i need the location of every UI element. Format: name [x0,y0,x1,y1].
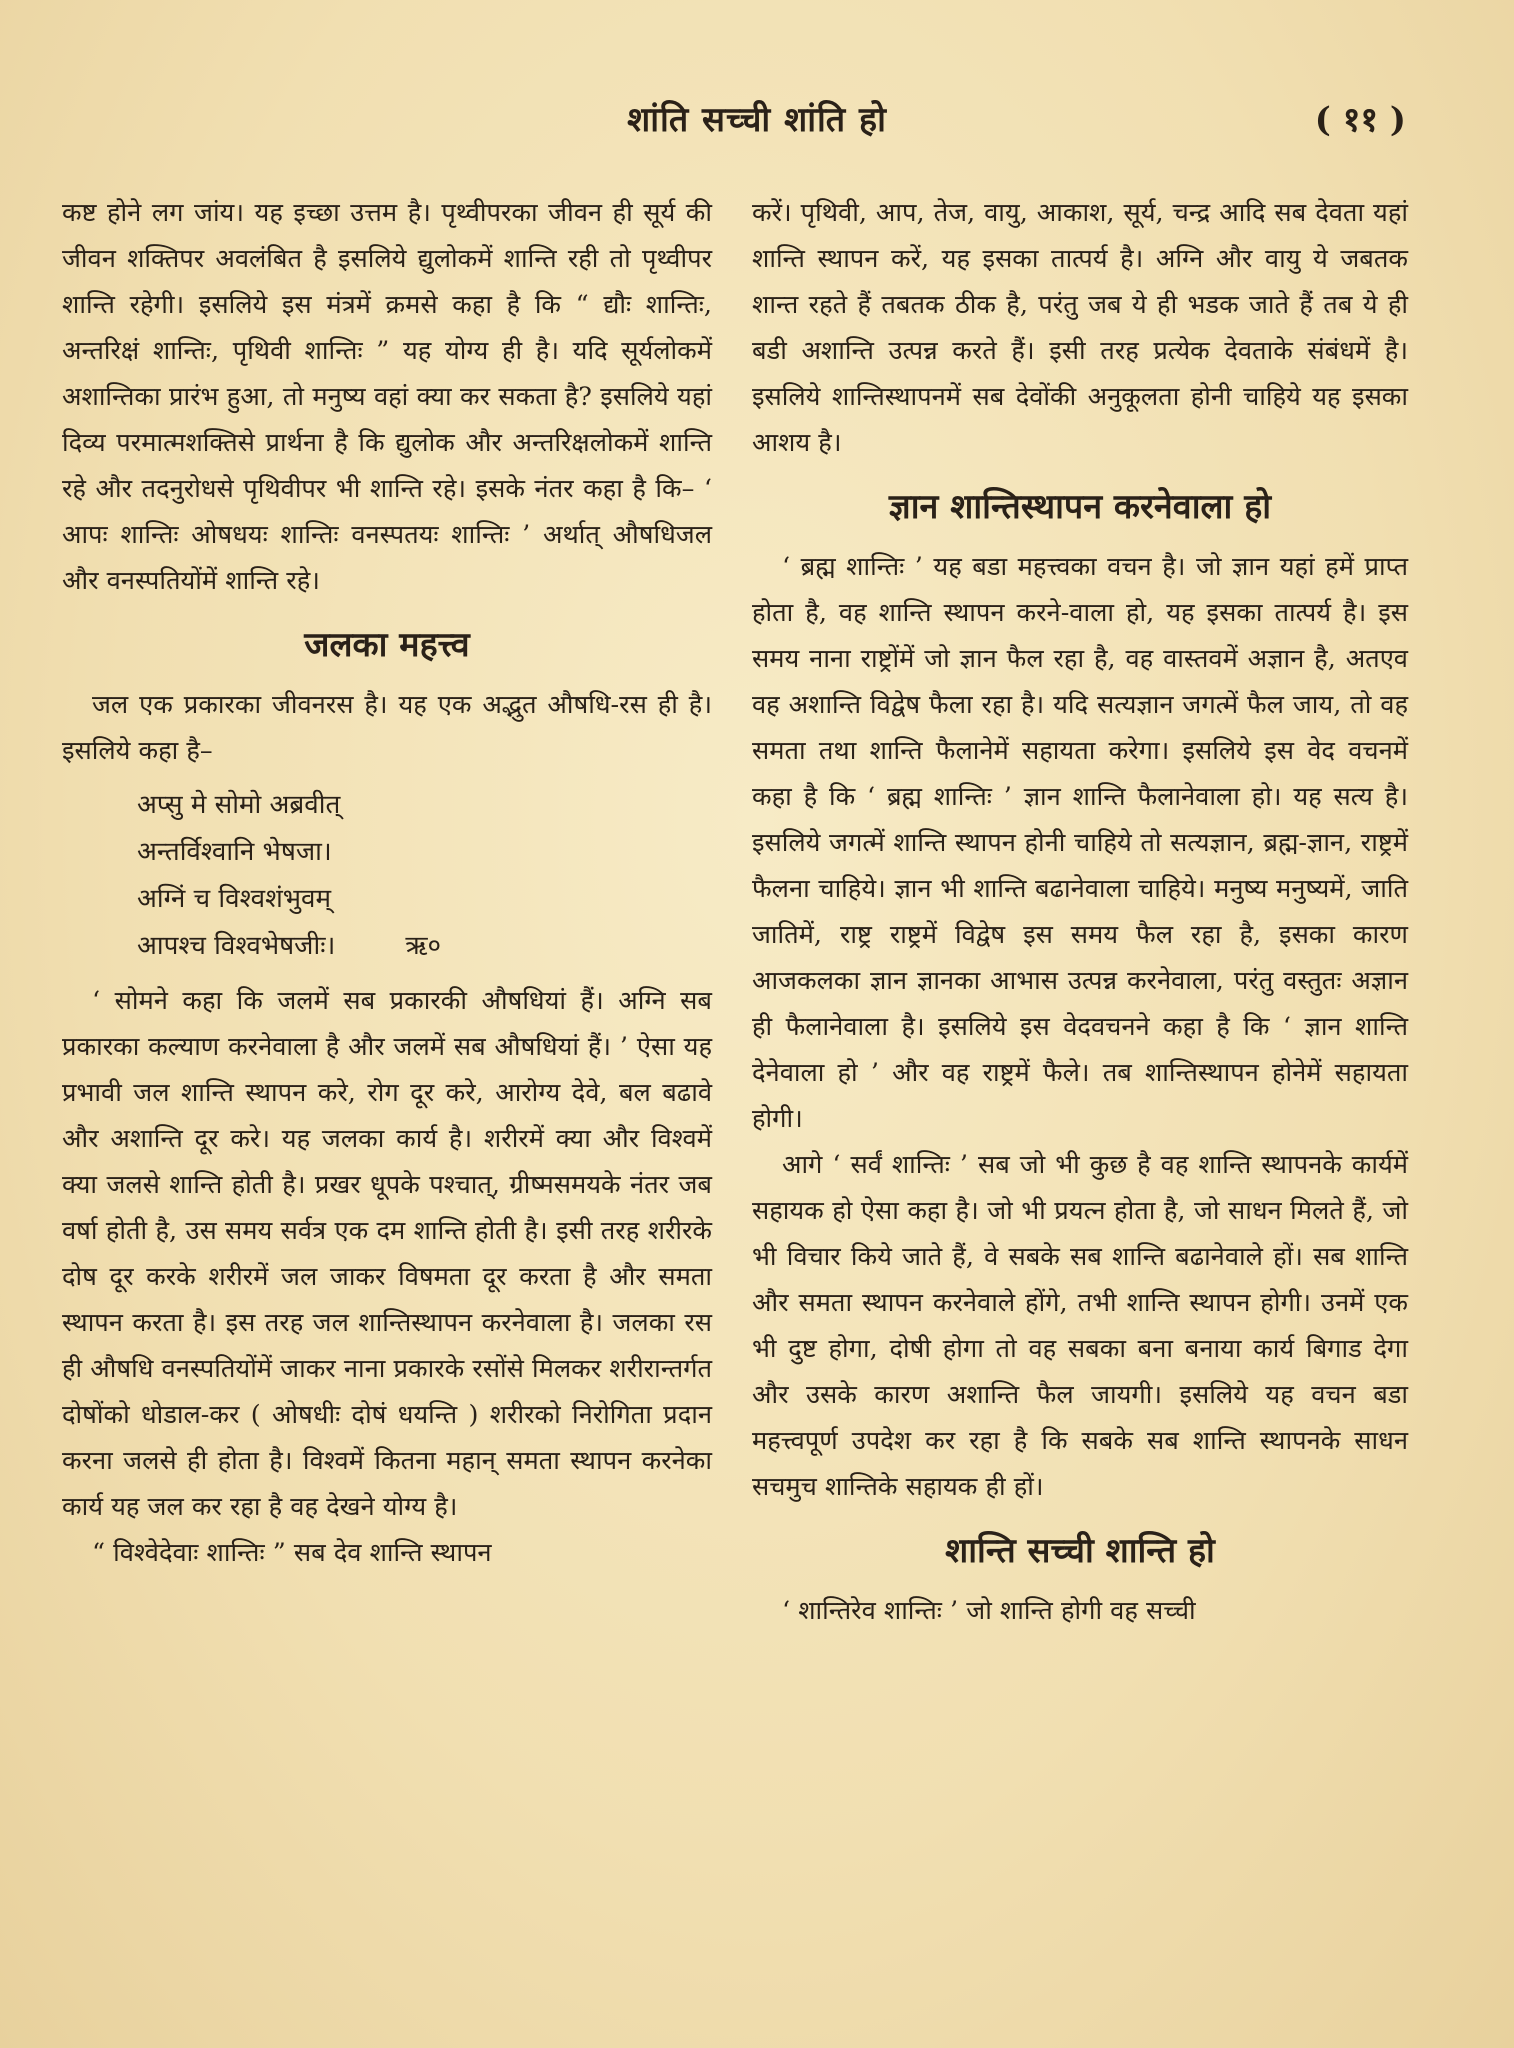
page-header [0,95,1514,155]
verse-text: आपश्च विश्वभेषजीः। [137,931,336,961]
paragraph: कष्ट होने लग जांय। यह इच्छा उत्तम है। पृथ्वीपरका जीवन ही सूर्य की जीवन शक्तिपर अवलंबित है इसलिये द्युलोकमें शान्ति रही तो पृथ्वीपर शान्ति रहेगी। इसलिये इस मंत्रमें क्रमसे कहा है कि “ द्यौः शान्तिः, अन्तरिक्षं शान्तिः, पृथिवी शान्तिः ” यह योग्य ही है। यदि सूर्यलोकमें अशान्तिका प्रारंभ हुआ, तो मनुष्य वहां क्या कर सकता है? इसलिये यहां दिव्य परमात्मशक्तिसे प्रार्थना है कि द्युलोक और अन्तरिक्षलोकमें शान्ति रहे और तदनुरोधसे पृथिवीपर भी शान्ति रहे। इसके नंतर कहा है कि– ‘ आपः शान्तिः ओषधयः शान्तिः वनस्पतयः शान्तिः ’ अर्थात् औषधिजल और वनस्पतियोंमें शान्ति रहे। [62,198,712,596]
verse-line: अन्तर्विश्वानि भेषजा। [137,837,332,867]
verse-block [137,782,712,970]
page-number: ( ११ ) [1314,100,1406,140]
paragraph: “ विश्वेदेवाः शान्तिः ” सब देव शान्ति स्थापन [92,1538,492,1568]
verse-line-last [137,923,712,970]
section-heading: जलका महत्त्व [304,625,470,665]
verse-line: अप्सु मे सोमो अब्रवीत् [137,790,341,820]
verse-line: अग्निं च विश्वशंभुवम् [137,884,332,914]
paragraph: जल एक प्रकारका जीवनरस है। यह एक अद्भुत औषधि-रस ही है। इसलिये कहा है– [62,690,712,766]
left-column [62,190,712,1576]
right-column [752,190,1408,1634]
paragraph: ‘ सोमने कहा कि जलमें सब प्रकारकी औषधियां हैं। अग्नि सब प्रकारका कल्याण करनेवाला है और जलमें सब औषधियां हैं। ’ ऐसा यह प्रभावी जल शान्ति स्थापन करे, रोग दूर करे, आरोग्य देवे, बल बढावे और अशान्ति दूर करे। यह जलका कार्य है। शरीरमें क्या और विश्वमें क्या जलसे शान्ति होती है। प्रखर धूपके पश्चात्, ग्रीष्मसमयके नंतर जब वर्षा होती है, उस समय सर्वत्र एक दम शान्ति होती है। इसी तरह शरीरके दोष दूर करके शरीरमें जल जाकर विषमता दूर करता है और समता स्थापन करता है। इस तरह जल शान्तिस्थापन करनेवाला है। जलका रस ही औषधि वनस्पतियोंमें जाकर नाना प्रकारके रसोंसे मिलकर शरीरान्तर्गत दोषोंको धोडाल-कर ( ओषधीः दोषं धयन्ति ) शरीरको निरोगिता प्रदान करना जलसे ही होता है। विश्वमें कितना महान् समता स्थापन करनेका कार्य यह जल कर रहा है वह देखने योग्य है। [62,986,712,1522]
section-heading: ज्ञान शान्तिस्थापन करनेवाला हो [888,487,1272,527]
paragraph: ‘ ब्रह्म शान्तिः ’ यह बडा महत्त्वका वचन है। जो ज्ञान यहां हमें प्राप्त होता है, वह शान्ति स्थापन करने-वाला हो, यह इसका तात्पर्य है। इस समय नाना राष्ट्रोंमें जो ज्ञान फैल रहा है, वह वास्तवमें अज्ञान है, अतएव वह अशान्ति विद्वेष फैला रहा है। यदि सत्यज्ञान जगत्में फैल जाय, तो वह समता तथा शान्ति फैलानेमें सहायता करेगा। इसलिये इस वेद वचनमें कहा है कि ‘ ब्रह्म शान्तिः ’ ज्ञान शान्ति फैलानेवाला हो। यह सत्य है। इसलिये जगत्में शान्ति स्थापन होनी चाहिये तो सत्यज्ञान, ब्रह्म-ज्ञान, राष्ट्रमें फैलना चाहिये। ज्ञान भी शान्ति बढानेवाला चाहिये। मनुष्य मनुष्यमें, जाति जातिमें, राष्ट्र राष्ट्रमें विद्वेष इस समय फैल रहा है, इसका कारण आजकलका ज्ञान ज्ञानका आभास उत्पन्न करनेवाला, परंतु वस्तुतः अज्ञान ही फैलानेवाला है। इसलिये इस वेदवचनने कहा है कि ‘ ज्ञान शान्ति देनेवाला हो ’ और वह राष्ट्रमें फैले। तब शान्तिस्थापन होनेमें सहायता होगी। [752,552,1408,1134]
paragraph: आगे ‘ सर्वं शान्तिः ’ सब जो भी कुछ है वह शान्ति स्थापनके कार्यमें सहायक हो ऐसा कहा है। जो भी प्रयत्न होता है, जो साधन मिलते हैं, जो भी विचार किये जाते हैं, वे सबके सब शान्ति बढानेवाले हों। सब शान्ति और समता स्थापन करनेवाले होंगे, तभी शान्ति स्थापन होगी। उनमें एक भी दुष्ट होगा, दोषी होगा तो वह सबका बना बनाया कार्य बिगाड देगा और उसके कारण अशान्ति फैल जायगी। इसलिये यह वचन बडा महत्त्वपूर्ण उपदेश कर रहा है कि सबके सब शान्ति स्थापनके साधन सचमुच शान्तिके सहायक ही हों। [752,1150,1408,1502]
verse-reference: ऋ० [405,931,442,961]
paragraph: करें। पृथिवी, आप, तेज, वायु, आकाश, सूर्य, चन्द्र आदि सब देवता यहां शान्ति स्थापन करें, यह इसका तात्पर्य है। अग्नि और वायु ये जबतक शान्त रहते हैं तबतक ठीक है, परंतु जब ये ही भडक जाते हैं तब ये ही बडी अशान्ति उत्पन्न करते हैं। इसी तरह प्रत्येक देवताके संबंधमें है। इसलिये शान्तिस्थापनमें सब देवोंकी अनुकूलता होनी चाहिये यह इसका आशय है। [752,198,1408,458]
running-head: शांति सच्ची शांति हो [627,100,887,140]
paragraph: ‘ शान्तिरेव शान्तिः ’ जो शान्ति होगी वह सच्ची [782,1596,1196,1626]
section-heading: शान्ति सच्ची शान्ति हो [945,1531,1215,1571]
